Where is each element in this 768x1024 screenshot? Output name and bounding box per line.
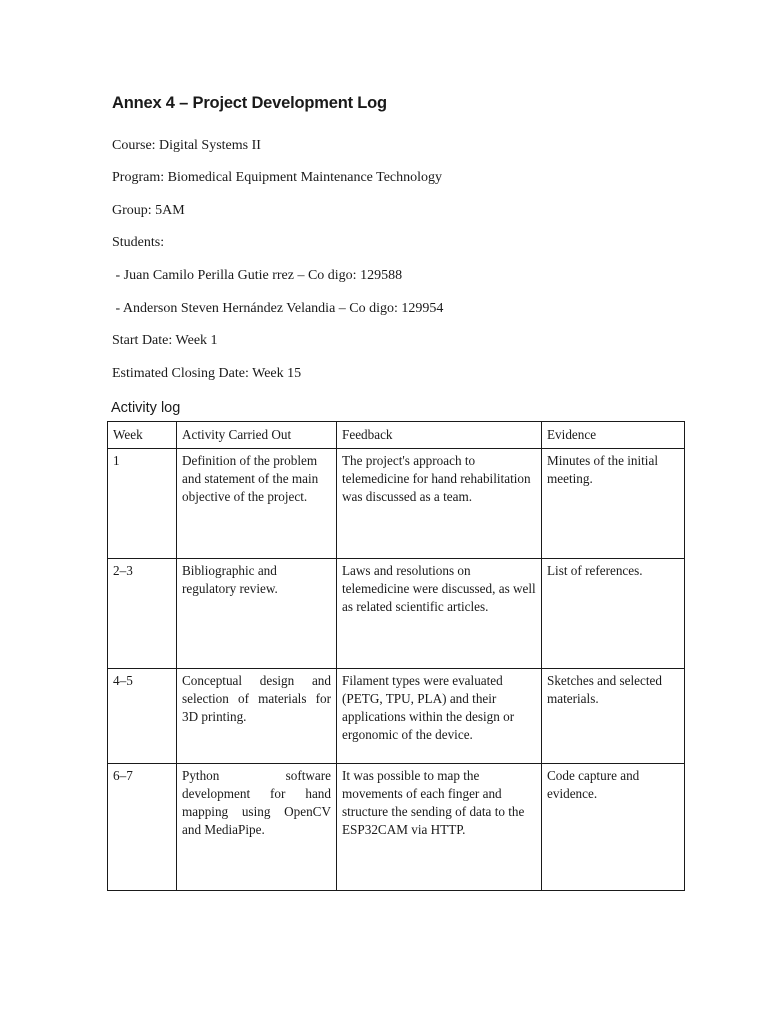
header-evidence: Evidence bbox=[542, 422, 685, 449]
cell-feedback: The project's approach to telemedicine for hand rehabilitation was discussed as a team. bbox=[337, 449, 542, 559]
cell-feedback: Laws and resolutions on telemedicine were discussed, as well as related scientific articles. bbox=[337, 559, 542, 669]
group-line: Group: 5AM bbox=[112, 203, 185, 218]
cell-activity: Conceptual design and selection of materials for 3D printing. bbox=[177, 669, 337, 764]
table-header-row bbox=[108, 422, 685, 449]
document-title: Annex 4 – Project Development Log bbox=[112, 94, 387, 112]
header-week: Week bbox=[108, 422, 177, 449]
cell-activity: Definition of the problem and statement of the main objective of the project. bbox=[177, 449, 337, 559]
cell-week: 6–7 bbox=[108, 764, 177, 891]
table-row bbox=[108, 764, 685, 891]
cell-evidence: Minutes of the initial meeting. bbox=[542, 449, 685, 559]
cell-activity: Python software development for hand mapping using OpenCV and MediaPipe. bbox=[177, 764, 337, 891]
activity-log-title: Activity log bbox=[111, 400, 181, 416]
closing-date-line: Estimated Closing Date: Week 15 bbox=[112, 366, 302, 381]
cell-week: 1 bbox=[108, 449, 177, 559]
activity-log-table bbox=[107, 421, 685, 891]
cell-feedback: Filament types were evaluated (PETG, TPU, PLA) and their applications within the design or ergonomic of the device. bbox=[337, 669, 542, 764]
header-feedback: Feedback bbox=[337, 422, 542, 449]
cell-week: 4–5 bbox=[108, 669, 177, 764]
header-activity: Activity Carried Out bbox=[177, 422, 337, 449]
cell-evidence: Sketches and selected materials. bbox=[542, 669, 685, 764]
students-label: Students: bbox=[112, 235, 165, 250]
course-line: Course: Digital Systems II bbox=[112, 138, 261, 153]
table-row bbox=[108, 559, 685, 669]
cell-activity: Bibliographic and regulatory review. bbox=[177, 559, 337, 669]
student-entry-1: - Juan Camilo Perilla Gutie rrez – Co digo: 129588 bbox=[112, 268, 403, 283]
cell-evidence: List of references. bbox=[542, 559, 685, 669]
cell-evidence: Code capture and evidence. bbox=[542, 764, 685, 891]
student-entry-2: - Anderson Steven Hernández Velandia – Co digo: 129954 bbox=[112, 301, 444, 316]
start-date-line: Start Date: Week 1 bbox=[112, 333, 218, 348]
cell-week: 2–3 bbox=[108, 559, 177, 669]
table-row bbox=[108, 449, 685, 559]
cell-feedback: It was possible to map the movements of each finger and structure the sending of data to the ESP32CAM via HTTP. bbox=[337, 764, 542, 891]
table-row bbox=[108, 669, 685, 764]
program-line: Program: Biomedical Equipment Maintenance Technology bbox=[112, 170, 443, 185]
